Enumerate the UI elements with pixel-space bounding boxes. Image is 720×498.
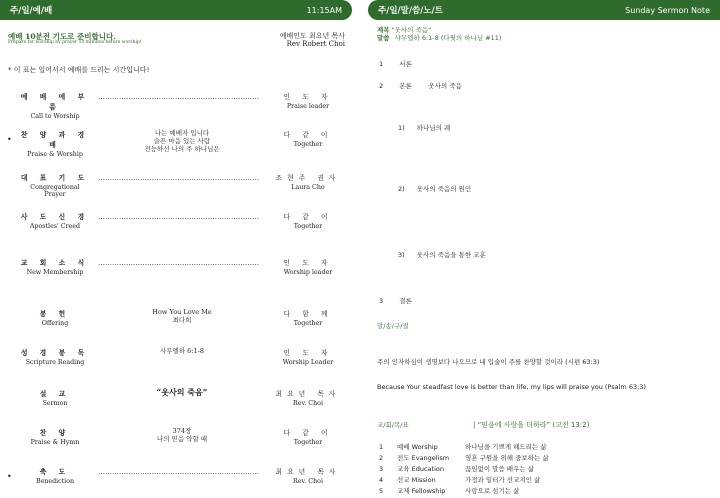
point-3-text: 웃사의 죽음을 통한 교훈 (416, 251, 486, 259)
row-leader-english: Worship Leader (282, 359, 334, 366)
intro-english: Prepare for worship by prayer 10 minutes before worship! (8, 40, 142, 45)
outline-2 (379, 81, 462, 90)
row-title (20, 91, 90, 120)
row-detail (98, 388, 266, 396)
row-title (20, 347, 90, 366)
row-title-korean: 찬 양 (39, 429, 71, 437)
row-detail-line: How You Love Me (152, 308, 212, 316)
row-title-korean: 봉 헌 (39, 310, 71, 318)
point-1-num: 1) (398, 124, 405, 132)
row-title-english: Praise & Worship (27, 151, 83, 158)
scripture-line (377, 33, 501, 42)
goal-section-title: 교/회/목/표 (377, 421, 409, 429)
row-title-korean: 성 경 봉 독 (20, 349, 90, 357)
point-3-num: 3) (398, 251, 405, 259)
goal-num: 5 (379, 487, 384, 495)
row-title (20, 257, 90, 276)
goal-item (379, 486, 519, 495)
row-leader-english: Together (293, 223, 323, 230)
row-title-korean: 사 도 신 경 (20, 213, 90, 221)
order-row (0, 129, 352, 158)
row-title-korean: 설 교 (39, 390, 71, 398)
row-leader-english: Rev. Choi (293, 478, 323, 485)
notes-title: 주/일/말/씀/노/트 (378, 6, 443, 16)
row-detail-line: 나의 믿음 약할 때 (156, 435, 208, 443)
standing-bullet: • (7, 472, 12, 481)
point-2-text: 웃사의 죽음의 원인 (416, 185, 472, 193)
point-2-num: 2) (398, 185, 405, 193)
order-row (0, 308, 352, 334)
row-title (20, 466, 90, 485)
row-leader-english: Worship leader (283, 269, 333, 276)
row-title-english: Congregational Prayer (30, 184, 80, 198)
goal-num: 4 (379, 476, 384, 484)
goal-desc: 가정과 일터가 선교지인 삶 (465, 476, 541, 484)
row-leader (272, 91, 344, 110)
verse-korean: 주의 인자하심이 생명보다 나으므로 내 입술이 주를 찬양할 것이라 (시편 63:3) (377, 358, 600, 366)
row-title-english: Sermon (42, 400, 68, 407)
row-detail-line: 374장 (172, 427, 192, 435)
goal-name: 교육 Education (397, 465, 444, 473)
row-leader-korean: 다 같 이 (283, 429, 333, 437)
goal-name: 교제 Fellowship (397, 487, 446, 495)
row-leader (272, 211, 344, 230)
outline-2-text: 본론 웃사의 죽음 (399, 82, 462, 90)
row-leader (272, 347, 344, 366)
goal-name: 전도 Evangelism (397, 454, 450, 462)
row-title-english: Apostles' Creed (29, 223, 81, 230)
stand-note: * 이 표는 일어서서 예배를 드리는 시간입니다! (8, 66, 150, 74)
row-detail-line: 사무엘하 6:1-8 (160, 347, 204, 355)
dotted-leader: …………………………………………………………… (98, 174, 259, 182)
dotted-leader: …………………………………………………………… (98, 259, 259, 267)
outline-2-num: 2 (379, 82, 384, 90)
row-leader-english: Praise leader (286, 103, 330, 110)
row-title (20, 427, 90, 446)
title-label: 제목 (377, 26, 390, 34)
row-leader-korean: 인 도 자 (283, 259, 333, 267)
row-title-korean: 대 표 기 도 (20, 174, 90, 182)
row-title-english: Benediction (35, 478, 75, 485)
order-row (0, 172, 352, 198)
goal-name: 선교 Mission (397, 476, 436, 484)
order-row (0, 466, 352, 492)
goal-item (379, 442, 547, 451)
row-title (20, 211, 90, 230)
point-1-text: 하나님의 궤 (416, 124, 451, 132)
text-value: 사무엘하 6:1-8 (다윗의 하나님 #11) (394, 34, 502, 42)
row-detail (98, 129, 266, 153)
row-leader-korean: 최요년 목사 (275, 468, 341, 476)
pastor-english: Rev Robert Choi (286, 40, 345, 48)
row-leader (272, 172, 344, 191)
dotted-leader: …………………………………………………………… (98, 93, 259, 101)
row-leader (272, 466, 344, 485)
pastor-korean: 예배인도 최요년 목사 (279, 32, 345, 40)
outline-1-text: 서론 (399, 60, 412, 68)
order-row (0, 347, 352, 373)
notes-header (368, 0, 720, 20)
goal-desc: 하나님을 기쁘게 해드리는 삶 (465, 443, 547, 451)
verse-english: Because Your steadfast love is better than life, my lips will praise you (Psalm 63:3) (377, 383, 646, 391)
row-detail-line: 슬픈 마음 있는 사람 (153, 137, 211, 145)
service-time: 11:15AM (306, 5, 342, 15)
row-title-korean: 교 회 소 식 (20, 259, 90, 267)
row-leader-english: Together (293, 141, 323, 148)
row-title-english: Scripture Reading (25, 359, 85, 366)
row-title (20, 129, 90, 158)
row-title-english: Offering (41, 320, 69, 327)
row-leader-korean: 다 같 이 (283, 213, 333, 221)
goal-item (379, 453, 549, 462)
row-leader-english: Together (293, 320, 323, 327)
conclusion-num: 3 (379, 297, 384, 305)
bulletin-header (0, 0, 352, 20)
row-title (20, 172, 90, 198)
row-title-korean: 예 배 에 부 름 (20, 93, 90, 111)
row-title-korean: 찬 양 과 경 배 (20, 131, 90, 149)
goal-num: 3 (379, 465, 384, 473)
order-row (0, 388, 352, 414)
outline-1-num: 1 (379, 60, 384, 68)
goal-desc: 사랑으로 섬기는 삶 (465, 487, 520, 495)
title-value: "웃사의 죽음" (391, 26, 432, 34)
verse-section-title: 말/송/구/절 (377, 322, 409, 330)
row-title-english: Praise & Hymn (30, 439, 80, 446)
row-detail-line: 전능하신 나의 주 하나님은 (144, 145, 220, 153)
goal-item (379, 464, 534, 473)
row-leader-korean: 다 함 께 (283, 310, 333, 318)
row-leader-korean: 인 도 자 (283, 93, 333, 101)
row-title-english: Call to Worship (30, 113, 80, 120)
goal-name: 예배 Worship (397, 443, 438, 451)
point-1 (398, 123, 450, 132)
goal-desc: 끊임없이 말씀 배우는 삶 (465, 465, 534, 473)
row-leader-english: Rev. Choi (293, 400, 323, 407)
row-title-korean: 축 도 (39, 468, 71, 476)
order-row (0, 257, 352, 283)
point-2 (398, 184, 471, 193)
row-leader-english: Together (293, 439, 323, 446)
row-detail-line: 나는 예배자 입니다 (154, 129, 210, 137)
row-leader (272, 427, 344, 446)
row-leader-english: Laura Cho (291, 184, 325, 191)
text-label: 말씀 (377, 34, 390, 42)
goal-desc: 영혼 구원을 위해 중보하는 삶 (465, 454, 549, 462)
conclusion-text: 결론 (399, 297, 412, 305)
order-row (0, 91, 352, 120)
goal-num: 2 (379, 454, 384, 462)
goal-num: 1 (379, 443, 384, 451)
point-3 (398, 250, 486, 259)
row-leader (272, 257, 344, 276)
row-leader-korean: 인 도 자 (283, 349, 333, 357)
row-title (20, 388, 90, 407)
goal-quote: | “믿음에 사랑을 더하라” (고전 13:2) (473, 421, 590, 429)
row-leader (272, 388, 344, 407)
order-row (0, 427, 352, 453)
row-detail (98, 347, 266, 355)
intro-korean: 예배 10분전 기도로 준비합니다. (8, 32, 116, 41)
row-leader-korean: 다 같 이 (283, 131, 333, 139)
row-detail (98, 427, 266, 443)
row-detail-line: 최다희 (172, 316, 192, 324)
dotted-leader: …………………………………………………………… (98, 213, 259, 221)
row-leader-korean: 최요년 목사 (275, 390, 341, 398)
conclusion (379, 296, 412, 305)
goal-item (379, 475, 540, 484)
row-title-english: New Membership (26, 269, 84, 276)
notes-subtitle: Sunday Sermon Note (625, 5, 710, 15)
row-leader-korean: 조현주 권사 (275, 174, 341, 182)
row-leader (272, 129, 344, 148)
row-title (20, 308, 90, 327)
standing-bullet: • (7, 135, 12, 144)
bulletin-title: 주/일/예/배 (10, 6, 53, 16)
order-row (0, 211, 352, 237)
row-leader (272, 308, 344, 327)
dotted-leader: …………………………………………………………… (98, 468, 259, 476)
row-detail (98, 308, 266, 324)
outline-1 (379, 59, 412, 68)
row-detail-line: “웃사의 죽음” (156, 387, 208, 397)
